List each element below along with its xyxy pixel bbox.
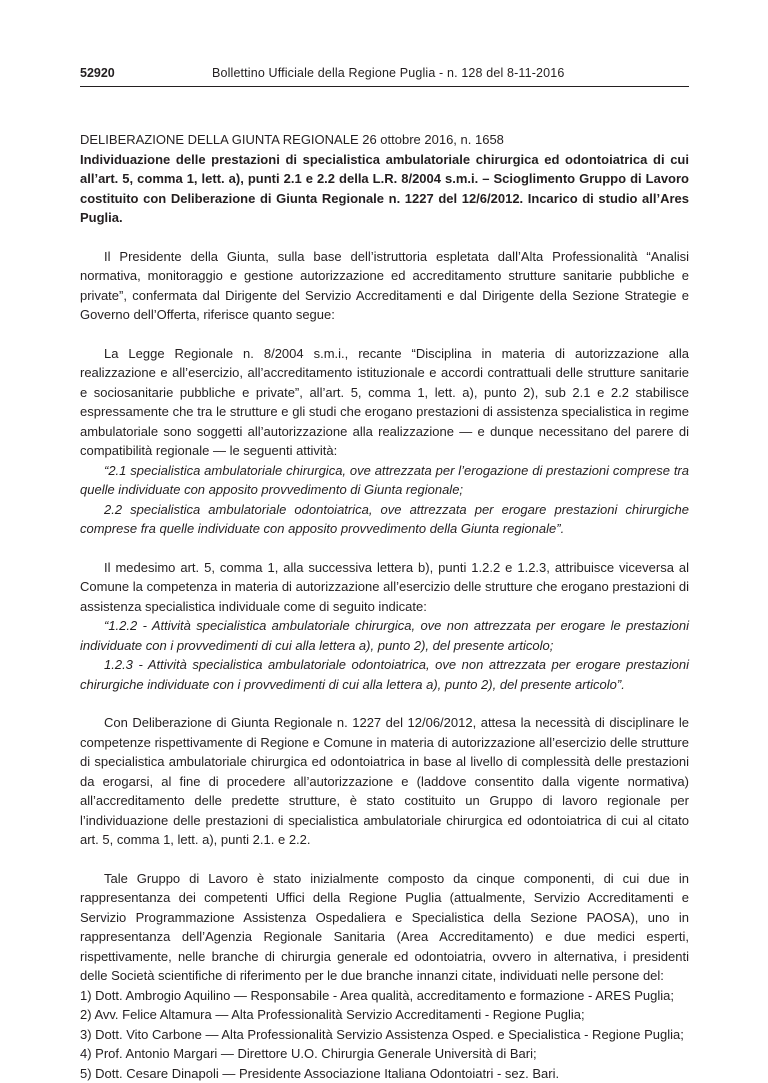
member-list-item: 1) Dott. Ambrogio Aquilino — Responsabile - Area qualità, accreditamento e formazione - ARES Puglia; xyxy=(80,986,689,1006)
paragraph: Con Deliberazione di Giunta Regionale n. 1227 del 12/06/2012, attesa la necessità di disciplinare le competenze rispettivamente di Regione e Comune in materia di autorizzazione all’esercizio delle strutture di specialistica ambulatoriale chirurgica ed odontoiatrica in base al livello di complessità delle prestazioni da erogarsi, al fine di procedere all’autorizzazione e (laddove consentito dalla vigente normativa) all’accreditamento delle predette strutture, è stato costituito un Gruppo di lavoro regionale per l’individuazione delle prestazioni di specialistica ambulatoriale chirurgica ed odontoiatrica di cui al citato art. 5, comma 1, lett. a), punti 2.1. e 2.2. xyxy=(80,713,689,850)
quoted-text: “1.2.2 - Attività specialistica ambulatoriale chirurgica, ove non attrezzata per erogare le prestazioni individuate con i provvedimenti di cui alla lettera a), punto 2), del presente articolo; xyxy=(80,616,689,655)
document-body xyxy=(80,130,689,1083)
deliberation-subject: Individuazione delle prestazioni di specialistica ambulatoriale chirurgica ed odontoiatrica di cui all’art. 5, comma 1, lett. a), punti 2.1 e 2.2 della L.R. 8/2004 s.m.i. – Scioglimento Gruppo di Lavoro costituito con Deliberazione di Giunta Regionale n. 1227 del 12/6/2012. Incarico di studio all’Ares Puglia. xyxy=(80,150,689,228)
member-list-item: 4) Prof. Antonio Margari — Direttore U.O. Chirurgia Generale Università di Bari; xyxy=(80,1044,689,1064)
page-header xyxy=(80,66,690,86)
page-number: 52920 xyxy=(80,66,115,80)
bulletin-title: Bollettino Ufficiale della Regione Puglia - n. 128 del 8-11-2016 xyxy=(212,66,564,80)
paragraph: La Legge Regionale n. 8/2004 s.m.i., recante “Disciplina in materia di autorizzazione alla realizzazione e all’esercizio, all’accreditamento istituzionale e accordi contrattuali delle strutture sanitarie e sociosanitarie pubbliche e private”, all’art. 5, comma 1, lett. a), punto 2), sub 2.1 e 2.2 stabilisce espressamente che tra le strutture e gli studi che erogano prestazioni di assistenza specialistica in regime ambulatoriale sono soggetti all’autorizzazione alla realizzazione — e dunque necessitano del parere di compatibilità regionale — le seguenti attività: xyxy=(80,344,689,461)
member-list-item: 2) Avv. Felice Altamura — Alta Professionalità Servizio Accreditamenti - Regione Puglia; xyxy=(80,1005,689,1025)
quoted-text: “2.1 specialistica ambulatoriale chirurgica, ove attrezzata per l’erogazione di prestazioni comprese tra quelle individuate con apposito provvedimento di Giunta regionale; xyxy=(80,461,689,500)
paragraph: Tale Gruppo di Lavoro è stato inizialmente composto da cinque componenti, di cui due in rappresentanza dei competenti Uffici della Regione Puglia (attualmente, Servizio Accreditamenti e Servizio Programmazione Assistenza Ospedaliera e Specialistica della Sezione PAOSA), uno in rappresentanza dell’Agenzia Regionale Sanitaria (Area Accreditamento) e due medici esperti, rispettivamente, nelle branche di chirurgia generale ed odontoiatria, ovvero in alternativa, i presidenti delle Società scientifiche di riferimento per le due branche innanzi citate, individuati nelle persone del: xyxy=(80,869,689,986)
paragraph: Il medesimo art. 5, comma 1, alla successiva lettera b), punti 1.2.2 e 1.2.3, attribuisce viceversa al Comune la competenza in materia di autorizzazione all’esercizio delle strutture che erogano prestazioni di assistenza specialistica individuale come di seguito indicate: xyxy=(80,558,689,617)
member-list-item: 3) Dott. Vito Carbone — Alta Professionalità Servizio Assistenza Osped. e Specialistica - Regione Puglia; xyxy=(80,1025,689,1045)
deliberation-title: DELIBERAZIONE DELLA GIUNTA REGIONALE 26 ottobre 2016, n. 1658 xyxy=(80,130,689,150)
paragraph: Il Presidente della Giunta, sulla base dell’istruttoria espletata dall’Alta Professionalità “Analisi normativa, monitoraggio e gestione autorizzazione ed accreditamento strutture sanitarie pubbliche e private”, confermata dal Dirigente del Servizio Accreditamenti e dal Dirigente della Sezione Strategie e Governo dell’Offerta, riferisce quanto segue: xyxy=(80,247,689,325)
quoted-text: 2.2 specialistica ambulatoriale odontoiatrica, ove attrezzata per erogare prestazioni chirurgiche comprese fra quelle individuate con apposito provvedimento della Giunta regionale”. xyxy=(80,500,689,539)
quoted-text: 1.2.3 - Attività specialistica ambulatoriale odontoiatrica, ove non attrezzata per erogare prestazioni chirurgiche individuate con i provvedimenti di cui alla lettera a), punto 2), del presente articolo”. xyxy=(80,655,689,694)
header-divider xyxy=(80,86,689,87)
member-list-item: 5) Dott. Cesare Dinapoli — Presidente Associazione Italiana Odontoiatri - sez. Bari. xyxy=(80,1064,689,1083)
